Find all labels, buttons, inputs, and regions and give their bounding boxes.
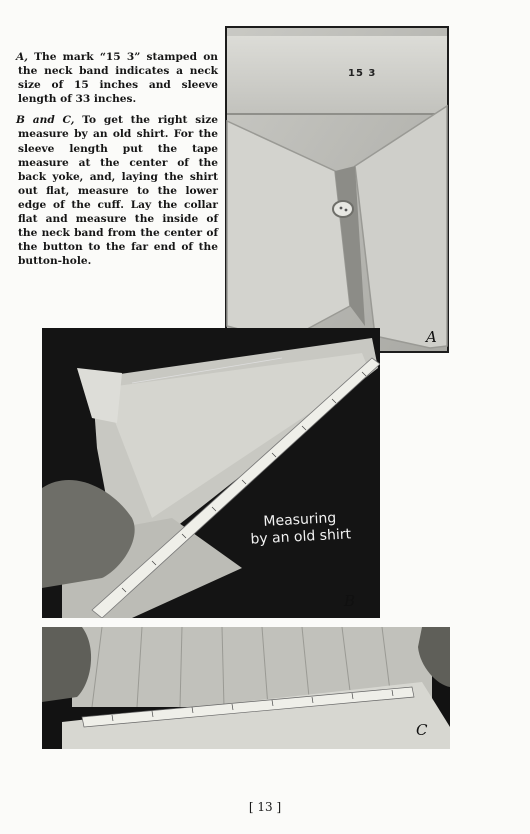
photo-b-sleeve [42, 328, 380, 618]
photo-b-letter: B [344, 592, 356, 610]
overlay-line-2: by an old shirt [250, 526, 352, 548]
photo-c-neckband [42, 627, 450, 749]
overlay-line-1: Measuring [263, 510, 337, 530]
page-number: [ 13 ] [248, 800, 282, 814]
collar-illustration [225, 26, 449, 353]
caption-bc-lead: B and C, [16, 114, 75, 127]
photo-a-letter: A [426, 328, 437, 346]
caption-a [18, 50, 218, 106]
caption-bc-text: To get the right size measure by an old shirt. For the sleeve length put the tape measure at the center of the back yoke, and, laying the shirt out flat, measure to the lower edge of the cuff. Lay the collar flat and measure the inside of the neck band from the center of the button to the far end of the button-hole. [18, 114, 218, 268]
sleeve-illustration [42, 328, 380, 618]
photo-a-collar [225, 26, 449, 353]
photo-c-letter: C [416, 721, 428, 739]
caption-block [18, 50, 218, 275]
caption-a-text: The mark “15 3” stamped on the neck band indicates a neck size of 15 inches and sleeve length of 33 inches. [18, 51, 218, 106]
neckband-illustration [42, 627, 450, 749]
collar-size-stamp: 15 3 [348, 68, 377, 79]
caption-bc [18, 113, 218, 268]
caption-a-lead: A, [16, 51, 28, 63]
photo-b-overlay [249, 509, 351, 548]
